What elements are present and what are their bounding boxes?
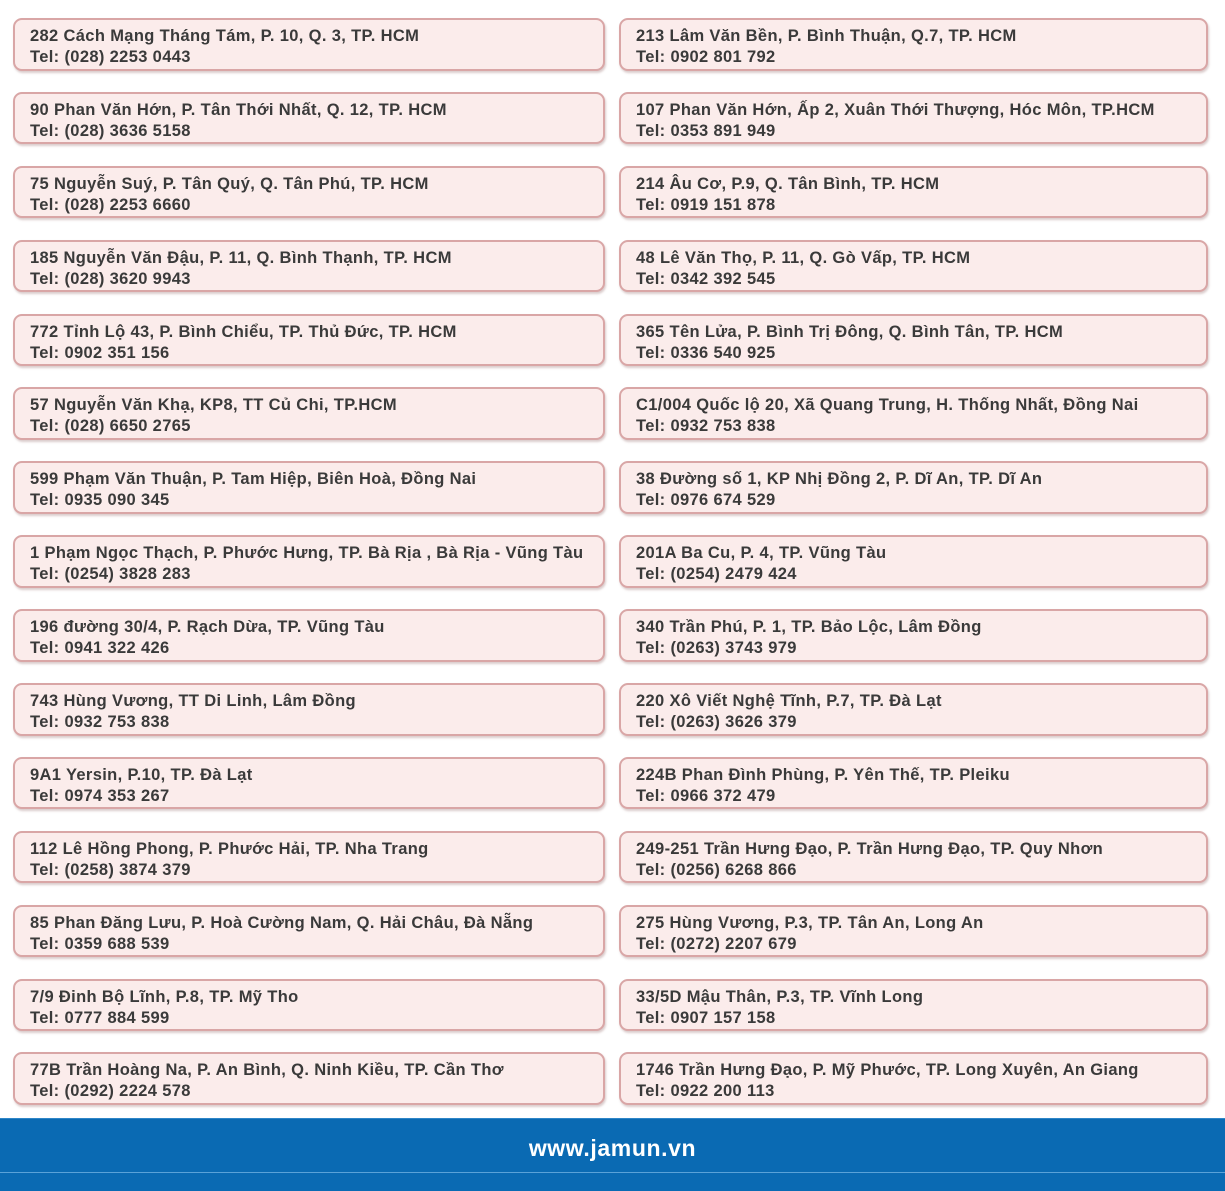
store-phone: Tel: 0974 353 267 bbox=[30, 786, 170, 805]
footer-divider bbox=[0, 1172, 1225, 1173]
store-card bbox=[13, 683, 605, 736]
store-card bbox=[13, 757, 605, 810]
website-link[interactable]: www.jamun.vn bbox=[528, 1135, 697, 1161]
store-address: 599 Phạm Văn Thuận, P. Tam Hiệp, Biên Hoà, Đồng Nai bbox=[30, 470, 477, 489]
store-address: 1 Phạm Ngọc Thạch, P. Phước Hưng, TP. Bà Rịa , Bà Rịa - Vũng Tàu bbox=[30, 544, 584, 563]
store-phone: Tel: 0342 392 545 bbox=[636, 269, 776, 288]
store-address: 772 Tỉnh Lộ 43, P. Bình Chiểu, TP. Thủ Đức, TP. HCM bbox=[30, 322, 457, 341]
store-phone: Tel: (0258) 3874 379 bbox=[30, 860, 191, 879]
store-card bbox=[619, 166, 1208, 219]
store-phone: Tel: 0932 753 838 bbox=[30, 713, 170, 732]
store-address: 224B Phan Đình Phùng, P. Yên Thế, TP. Pleiku bbox=[636, 765, 1010, 784]
store-phone: Tel: 0336 540 925 bbox=[636, 343, 776, 362]
store-card bbox=[619, 1052, 1208, 1105]
store-card bbox=[619, 831, 1208, 884]
store-list bbox=[13, 18, 1208, 1105]
store-card bbox=[619, 387, 1208, 440]
store-card bbox=[13, 18, 605, 71]
store-phone: Tel: 0941 322 426 bbox=[30, 639, 170, 658]
store-phone: Tel: (0292) 2224 578 bbox=[30, 1082, 191, 1101]
store-card bbox=[13, 240, 605, 293]
store-address: 214 Âu Cơ, P.9, Q. Tân Bình, TP. HCM bbox=[636, 174, 940, 193]
store-phone: Tel: (0263) 3626 379 bbox=[636, 713, 797, 732]
store-card bbox=[13, 535, 605, 588]
store-phone: Tel: 0902 351 156 bbox=[30, 343, 170, 362]
store-phone: Tel: 0932 753 838 bbox=[636, 417, 776, 436]
store-address: 90 Phan Văn Hớn, P. Tân Thới Nhất, Q. 12, TP. HCM bbox=[30, 100, 447, 119]
store-phone: Tel: (028) 3636 5158 bbox=[30, 121, 191, 140]
store-phone: Tel: (0254) 2479 424 bbox=[636, 565, 797, 584]
store-phone: Tel: 0935 090 345 bbox=[30, 491, 170, 510]
store-address: 75 Nguyễn Suý, P. Tân Quý, Q. Tân Phú, TP. HCM bbox=[30, 174, 429, 193]
store-phone: Tel: (0254) 3828 283 bbox=[30, 565, 191, 584]
store-address: 282 Cách Mạng Tháng Tám, P. 10, Q. 3, TP. HCM bbox=[30, 27, 420, 45]
store-address: 275 Hùng Vương, P.3, TP. Tân An, Long An bbox=[636, 913, 984, 932]
store-address: 38 Đường số 1, KP Nhị Đồng 2, P. Dĩ An, TP. Dĩ An bbox=[636, 470, 1043, 489]
store-card bbox=[619, 979, 1208, 1032]
store-address: 201A Ba Cu, P. 4, TP. Vũng Tàu bbox=[636, 544, 887, 563]
store-card bbox=[13, 387, 605, 440]
store-card bbox=[13, 461, 605, 514]
store-address: C1/004 Quốc lộ 20, Xã Quang Trung, H. Thống Nhất, Đồng Nai bbox=[636, 396, 1139, 415]
store-card bbox=[619, 535, 1208, 588]
store-card bbox=[13, 314, 605, 367]
store-address: 213 Lâm Văn Bền, P. Bình Thuận, Q.7, TP. HCM bbox=[636, 27, 1017, 45]
store-phone: Tel: (028) 6650 2765 bbox=[30, 417, 191, 436]
store-address: 340 Trần Phú, P. 1, TP. Bảo Lộc, Lâm Đồng bbox=[636, 618, 982, 637]
store-card bbox=[13, 905, 605, 958]
store-address: 112 Lê Hồng Phong, P. Phước Hải, TP. Nha Trang bbox=[30, 839, 429, 858]
store-address: 48 Lê Văn Thọ, P. 11, Q. Gò Vấp, TP. HCM bbox=[636, 248, 971, 267]
store-phone: Tel: 0966 372 479 bbox=[636, 786, 776, 805]
store-card bbox=[619, 461, 1208, 514]
store-card bbox=[619, 905, 1208, 958]
store-phone: Tel: (028) 2253 6660 bbox=[30, 195, 191, 214]
store-phone: Tel: (0272) 2207 679 bbox=[636, 934, 797, 953]
store-address: 365 Tên Lửa, P. Bình Trị Đông, Q. Bình Tân, TP. HCM bbox=[636, 322, 1064, 341]
store-card bbox=[619, 18, 1208, 71]
store-address: 249-251 Trần Hưng Đạo, P. Trần Hưng Đạo, TP. Quy Nhơn bbox=[636, 839, 1104, 858]
store-card bbox=[619, 757, 1208, 810]
store-card bbox=[13, 92, 605, 145]
store-address: 57 Nguyễn Văn Khạ, KP8, TT Củ Chi, TP.HCM bbox=[30, 396, 398, 415]
store-address: 85 Phan Đăng Lưu, P. Hoà Cường Nam, Q. Hải Châu, Đà Nẵng bbox=[30, 913, 534, 932]
store-address: 185 Nguyễn Văn Đậu, P. 11, Q. Bình Thạnh, TP. HCM bbox=[30, 248, 452, 267]
store-address: 7/9 Đinh Bộ Lĩnh, P.8, TP. Mỹ Tho bbox=[30, 987, 299, 1006]
store-phone: Tel: 0922 200 113 bbox=[636, 1082, 775, 1101]
store-phone: Tel: 0919 151 878 bbox=[636, 195, 776, 214]
store-card bbox=[619, 683, 1208, 736]
store-phone: Tel: 0777 884 599 bbox=[30, 1008, 170, 1027]
store-card bbox=[13, 831, 605, 884]
store-phone: Tel: 0907 157 158 bbox=[636, 1008, 776, 1027]
store-address: 107 Phan Văn Hớn, Ấp 2, Xuân Thới Thượng, Hóc Môn, TP.HCM bbox=[636, 100, 1155, 119]
store-address: 77B Trần Hoàng Na, P. An Bình, Q. Ninh Kiều, TP. Cần Thơ bbox=[30, 1061, 504, 1080]
store-phone: Tel: (028) 2253 0443 bbox=[30, 48, 191, 66]
store-phone: Tel: 0976 674 529 bbox=[636, 491, 776, 510]
store-address: 9A1 Yersin, P.10, TP. Đà Lạt bbox=[30, 765, 253, 784]
store-card bbox=[13, 979, 605, 1032]
store-card bbox=[619, 92, 1208, 145]
store-address: 1746 Trần Hưng Đạo, P. Mỹ Phước, TP. Long Xuyên, An Giang bbox=[636, 1061, 1139, 1080]
store-card bbox=[13, 609, 605, 662]
store-phone: Tel: (0256) 6268 866 bbox=[636, 860, 797, 879]
store-address: 33/5D Mậu Thân, P.3, TP. Vĩnh Long bbox=[636, 987, 924, 1006]
store-address: 196 đường 30/4, P. Rạch Dừa, TP. Vũng Tàu bbox=[30, 618, 385, 637]
store-card bbox=[13, 1052, 605, 1105]
store-phone: Tel: (0263) 3743 979 bbox=[636, 639, 797, 658]
store-phone: Tel: 0353 891 949 bbox=[636, 121, 776, 140]
store-address: 220 Xô Viết Nghệ Tĩnh, P.7, TP. Đà Lạt bbox=[636, 692, 942, 711]
store-card bbox=[619, 609, 1208, 662]
footer-bar bbox=[0, 1118, 1225, 1191]
store-card bbox=[13, 166, 605, 219]
store-card bbox=[619, 240, 1208, 293]
store-phone: Tel: 0902 801 792 bbox=[636, 48, 776, 66]
store-phone: Tel: (028) 3620 9943 bbox=[30, 269, 191, 288]
store-card bbox=[619, 314, 1208, 367]
store-phone: Tel: 0359 688 539 bbox=[30, 934, 170, 953]
store-address: 743 Hùng Vương, TT Di Linh, Lâm Đồng bbox=[30, 692, 356, 711]
